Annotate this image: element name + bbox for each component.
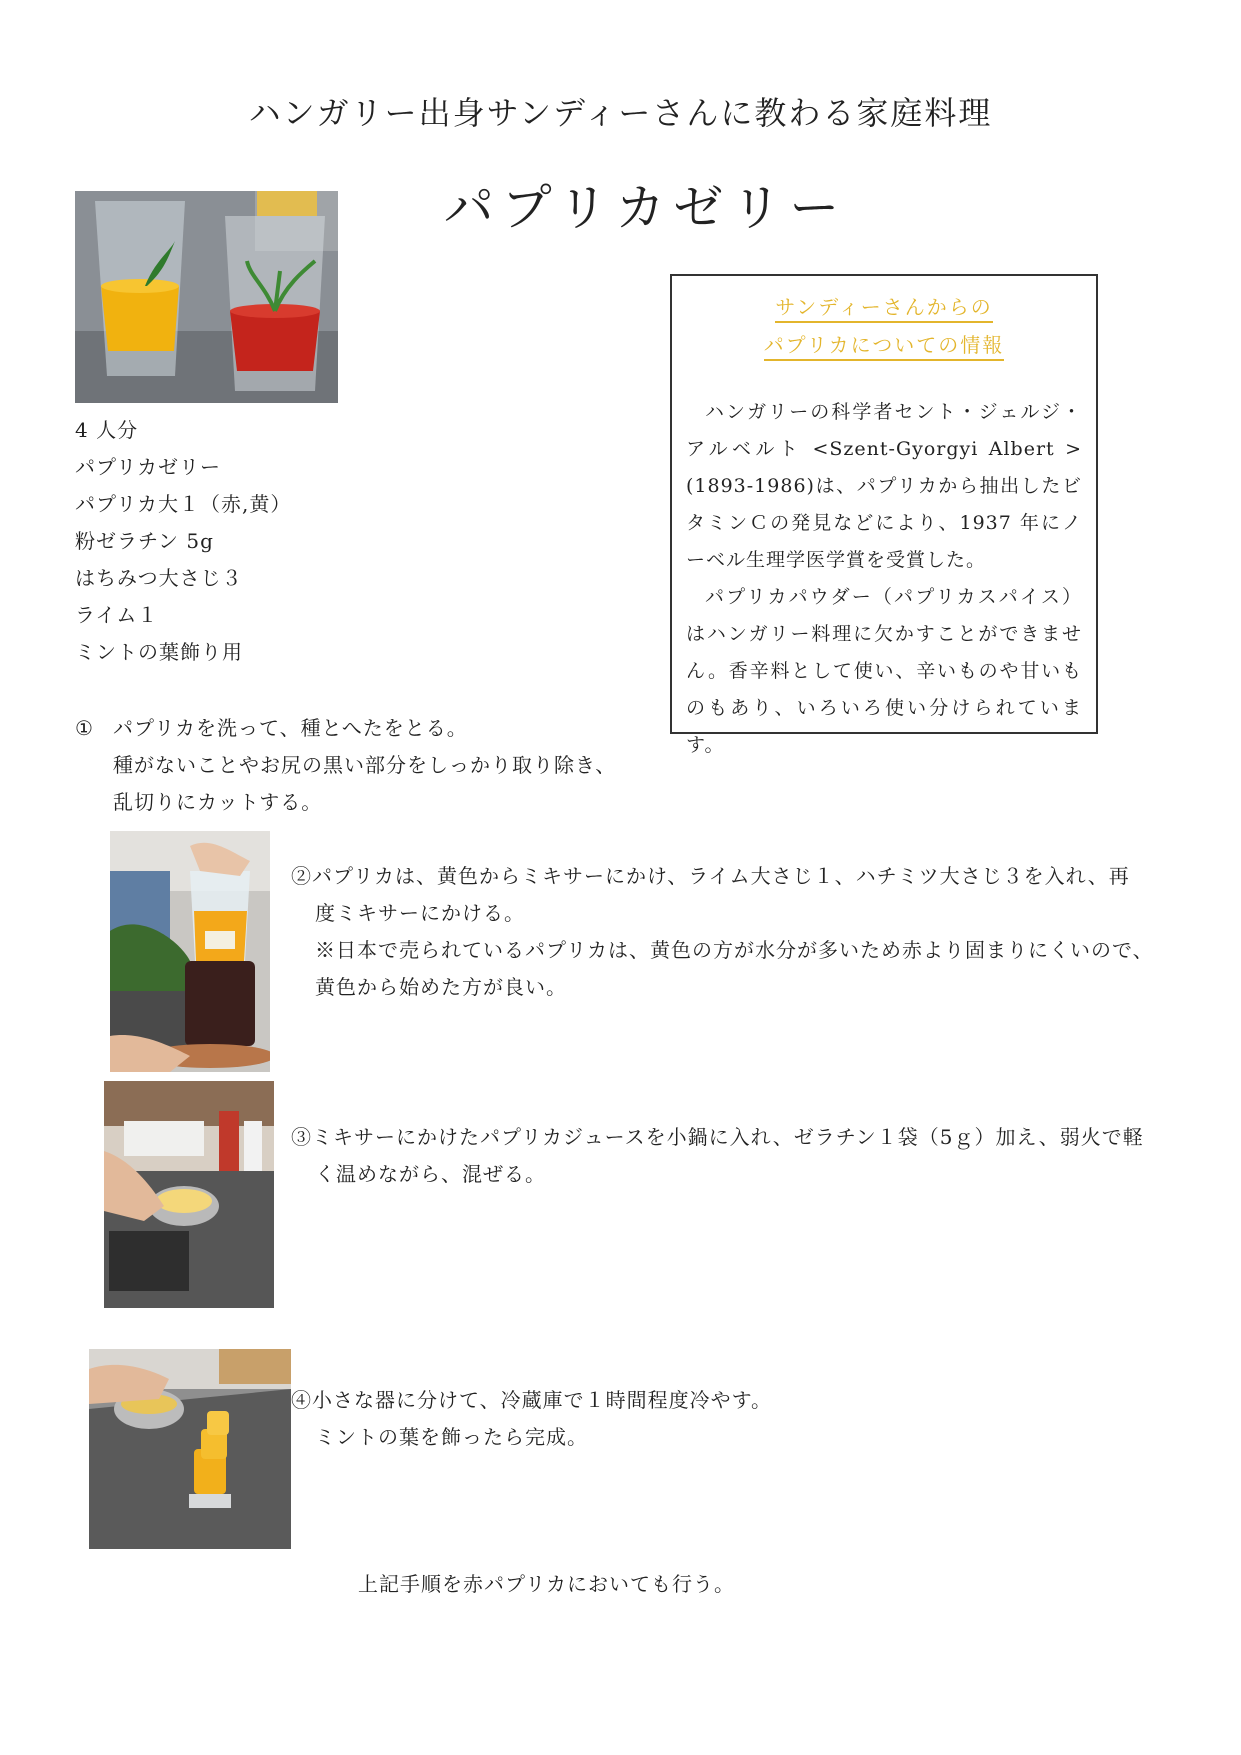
info-title-line: パプリカについての情報 bbox=[764, 333, 1005, 361]
step-text: パプリカを洗って、種とへたをとる。 bbox=[113, 716, 468, 740]
ingredient-item: ミントの葉飾り用 bbox=[75, 640, 243, 664]
step-number: ① bbox=[75, 716, 94, 740]
step-text: 度ミキサーにかける。 bbox=[315, 901, 525, 925]
finished-jelly-photo bbox=[75, 191, 338, 403]
pouring-photo bbox=[89, 1349, 291, 1549]
step-1 bbox=[75, 710, 616, 821]
ingredient-item: ライム１ bbox=[75, 603, 159, 627]
step-text: ④小さな器に分けて、冷蔵庫で１時間程度冷やす。 bbox=[291, 1388, 772, 1412]
info-box-body bbox=[686, 394, 1082, 764]
footer-note: 上記手順を赤パプリカにおいても行う。 bbox=[358, 1572, 735, 1596]
step-3 bbox=[291, 1119, 1144, 1193]
step-2 bbox=[291, 858, 1154, 1006]
saucepan-photo bbox=[104, 1081, 274, 1308]
recipe-title: パプリカゼリー bbox=[443, 179, 848, 237]
ingredient-item: パプリカ大１（赤,黄） bbox=[75, 492, 292, 516]
info-paragraph: ハンガリーの科学者セント・ジェルジ・アルベルト <Szent-Gyorgyi Albert >(1893-1986)は、パプリカから抽出したビタミンＣの発見などにより、1937 年にノーベル生理学医学賞を受賞した。 bbox=[686, 401, 1082, 571]
ingredient-item: 粉ゼラチン 5g bbox=[75, 529, 214, 553]
info-box-title bbox=[686, 288, 1082, 364]
ingredient-item: パプリカゼリー bbox=[75, 455, 221, 479]
info-title-line: サンディーさんからの bbox=[775, 295, 992, 323]
step-text: く温めながら、混ぜる。 bbox=[315, 1162, 546, 1186]
step-text: ミントの葉を飾ったら完成。 bbox=[315, 1425, 588, 1449]
servings: 4 人分 bbox=[75, 418, 139, 442]
step-4 bbox=[291, 1382, 772, 1456]
step-text: 種がないことやお尻の黒い部分をしっかり取り除き、 bbox=[113, 753, 617, 777]
ingredient-list bbox=[75, 412, 291, 671]
step-text: ②パプリカは、黄色からミキサーにかけ、ライム大さじ１、ハチミツ大さじ３を入れ、再 bbox=[291, 864, 1130, 888]
blender-photo bbox=[110, 831, 270, 1072]
step-text: ③ミキサーにかけたパプリカジュースを小鍋に入れ、ゼラチン１袋（5ｇ）加え、弱火で軽 bbox=[291, 1125, 1144, 1149]
step-text: 乱切りにカットする。 bbox=[113, 790, 323, 814]
info-paragraph: パプリカパウダー（パプリカスパイス）はハンガリー料理に欠かすことができません。香辛料として使い、辛いものや甘いものもあり、いろいろ使い分けられています。 bbox=[686, 586, 1082, 756]
step-text: ※日本で売られているパプリカは、黄色の方が水分が多いため赤より固まりにくいので、 bbox=[315, 938, 1154, 962]
ingredient-item: はちみつ大さじ３ bbox=[75, 566, 243, 590]
step-text: 黄色から始めた方が良い。 bbox=[315, 975, 567, 999]
page-header: ハンガリー出身サンディーさんに教わる家庭料理 bbox=[248, 94, 993, 132]
paprika-info-box bbox=[670, 274, 1098, 756]
